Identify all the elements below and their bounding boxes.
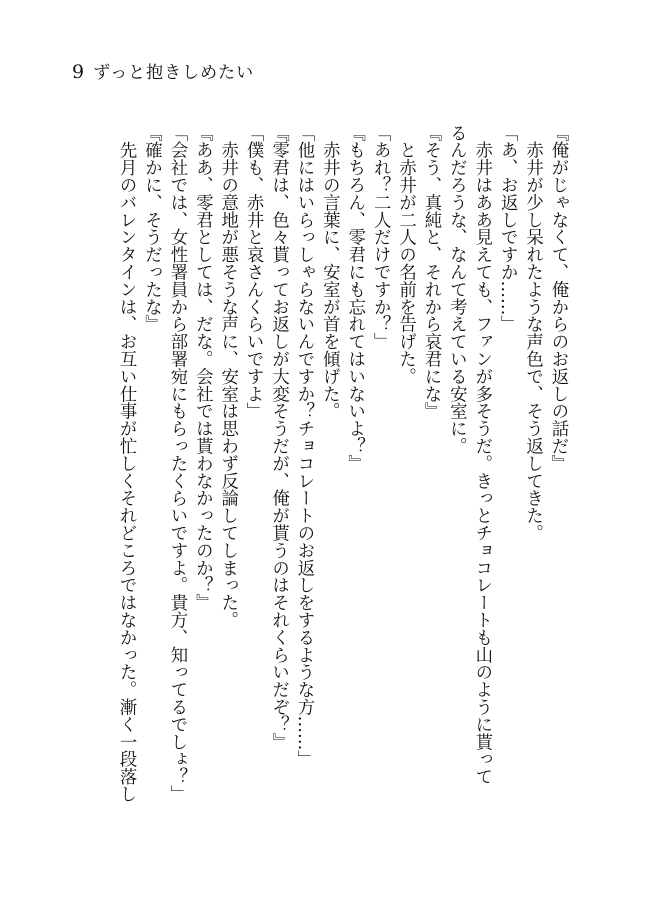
text-line: 『もちろん、零君にも忘れてはいないよ？』 — [344, 124, 365, 472]
text-line: 赤井の意地が悪そうな声に、安室は思わず反論してしまった。 — [217, 124, 238, 629]
text-line: 「会社では、女性署員から部署宛にもらったくらいですよ。貴方、知ってるでしょ？」 — [166, 124, 187, 803]
text-line: るんだろうな、なんて考えている安室に。 — [446, 124, 467, 455]
chapter-number: 9 — [72, 61, 86, 83]
chapter-title: ずっと抱きしめたい — [93, 63, 255, 83]
vertical-body-text — [70, 124, 570, 839]
running-head — [72, 58, 254, 83]
text-line: 『零君は、色々貰ってお返しが大変そうだが、俺が貰うのはそれくらいだぞ？』 — [268, 124, 289, 751]
text-line: 先月のバレンタインは、お互い仕事が忙しくそれどころではなかった。漸く一段落し — [116, 124, 137, 803]
text-line: 赤井はああ見えても、ファンが多そうだ。きっとチョコレートも山のように貰って — [471, 124, 492, 786]
text-line: 『そう、真純と、それから哀君にな』 — [420, 124, 441, 420]
text-line: 赤井が少し呆れたような声色で、そう返してきた。 — [522, 124, 543, 542]
text-line: 「他にはいらっしゃらないんですか？チョコレートのお返しをするような方……」 — [293, 124, 314, 768]
text-line: 「僕も、赤井と哀さんくらいですよ」 — [243, 124, 264, 420]
text-line: 『ああ、零君としては、だな。会社では貰わなかったのか？』 — [192, 124, 213, 612]
text-line: 『俺がじゃなくて、俺からのお返しの話だ』 — [548, 124, 568, 472]
text-line: 赤井の言葉に、安室が首を傾げた。 — [319, 124, 340, 420]
text-line: と赤井が二人の名前を告げた。 — [395, 124, 416, 385]
text-line: 「あれ？二人だけですか？」 — [370, 124, 391, 351]
text-line: 『確かに、そうだったな』 — [141, 124, 162, 333]
text-line: 「あ、お返しですか……」 — [497, 124, 518, 333]
